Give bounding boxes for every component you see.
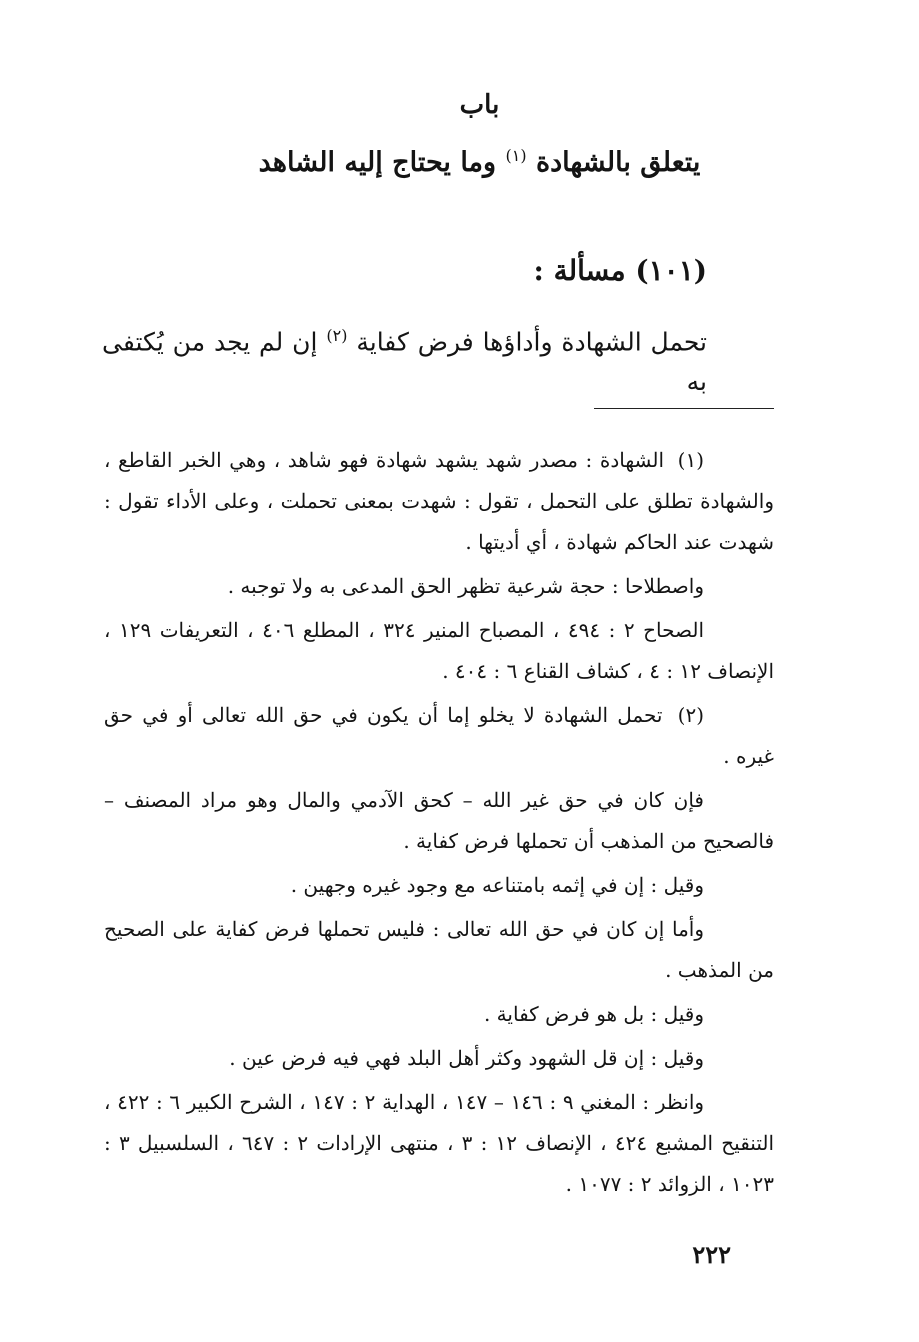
chapter-footnote-marker: (١) (505, 146, 527, 165)
chapter-title-part2: وما يحتاج إليه الشاهد (258, 147, 497, 178)
main-text-part1: تحمل الشهادة وأداؤها فرض كفاية (356, 327, 707, 357)
footnote-1-definition (104, 440, 774, 563)
main-text (102, 316, 707, 402)
main-text-part2: إن لم يجد من يُكتفى به (102, 327, 707, 397)
footnote-2-number: (٢) (677, 703, 704, 727)
footnote-2-text: تحمل الشهادة لا يخلو إما أن يكون في حق الله تعالى أو في حق غيره . (104, 703, 774, 768)
chapter-title-part1: يتعلق بالشهادة (535, 147, 701, 178)
footnote-1-number: (١) (677, 448, 704, 472)
chapter-title (20, 146, 919, 178)
footnote-2-opinion-3: وقيل : إن قل الشهود وكثر أهل البلد فهي فيه فرض عين . (229, 1046, 704, 1070)
main-text-footnote-marker: (٢) (326, 326, 348, 345)
footnote-separator (594, 408, 774, 409)
footnote-2-opinion-2: وقيل : بل هو فرض كفاية . (483, 1002, 704, 1026)
footnote-1-terminology: واصطلاحا : حجة شرعية تظهر الحق المدعى به ولا توجبه . (227, 574, 704, 598)
footnote-2-case-god: وأما إن كان في حق الله تعالى : فليس تحملها فرض كفاية على الصحيح من المذهب . (104, 917, 774, 982)
chapter-label: باب (459, 90, 500, 120)
footnote-2-references: وانظر : المغني ٩ : ١٤٦ – ١٤٧ ، الهداية ٢ : ١٤٧ ، الشرح الكبير ٦ : ٤٢٢ ، التنقيح المشبع ٤٢٤ ، الإنصاف ١٢ : ٣ ، منتهى الإرادات ٢ : ٦٤٧ ، السلسبيل ٣ : ١٠٢٣ ، الزوائد ٢ : ١٠٧٧ . (104, 1090, 775, 1196)
footnote-1-references: الصحاح ٢ : ٤٩٤ ، المصباح المنير ٣٢٤ ، المطلع ٤٠٦ ، التعريفات ١٢٩ ، الإنصاف ١٢ : ٤ ، كشاف القناع ٦ : ٤٠٤ . (104, 618, 774, 683)
footnote-1-text: الشهادة : مصدر شهد يشهد شهادة فهو شاهد ، وهي الخبر القاطع ، والشهادة تطلق على التحمل ، تقول : شهدت بمعنى تحملت ، وعلى الأداء تقول : شهدت عند الحاكم شهادة ، أي أديتها . (104, 448, 774, 554)
footnote-2-opinion-1: وقيل : إن في إثمه بامتناعه مع وجود غيره وجهين . (290, 873, 704, 897)
footnotes (104, 440, 774, 1208)
issue-heading: (١٠١) مسألة : (533, 254, 707, 287)
footnote-2-intro (104, 695, 774, 777)
footnote-2-case-other: فإن كان في حق غير الله – كحق الآدمي والمال وهو مراد المصنف – فالصحيح من المذهب أن تحملها فرض كفاية . (104, 788, 774, 853)
page-number: ٢٢٢ (692, 1240, 731, 1269)
